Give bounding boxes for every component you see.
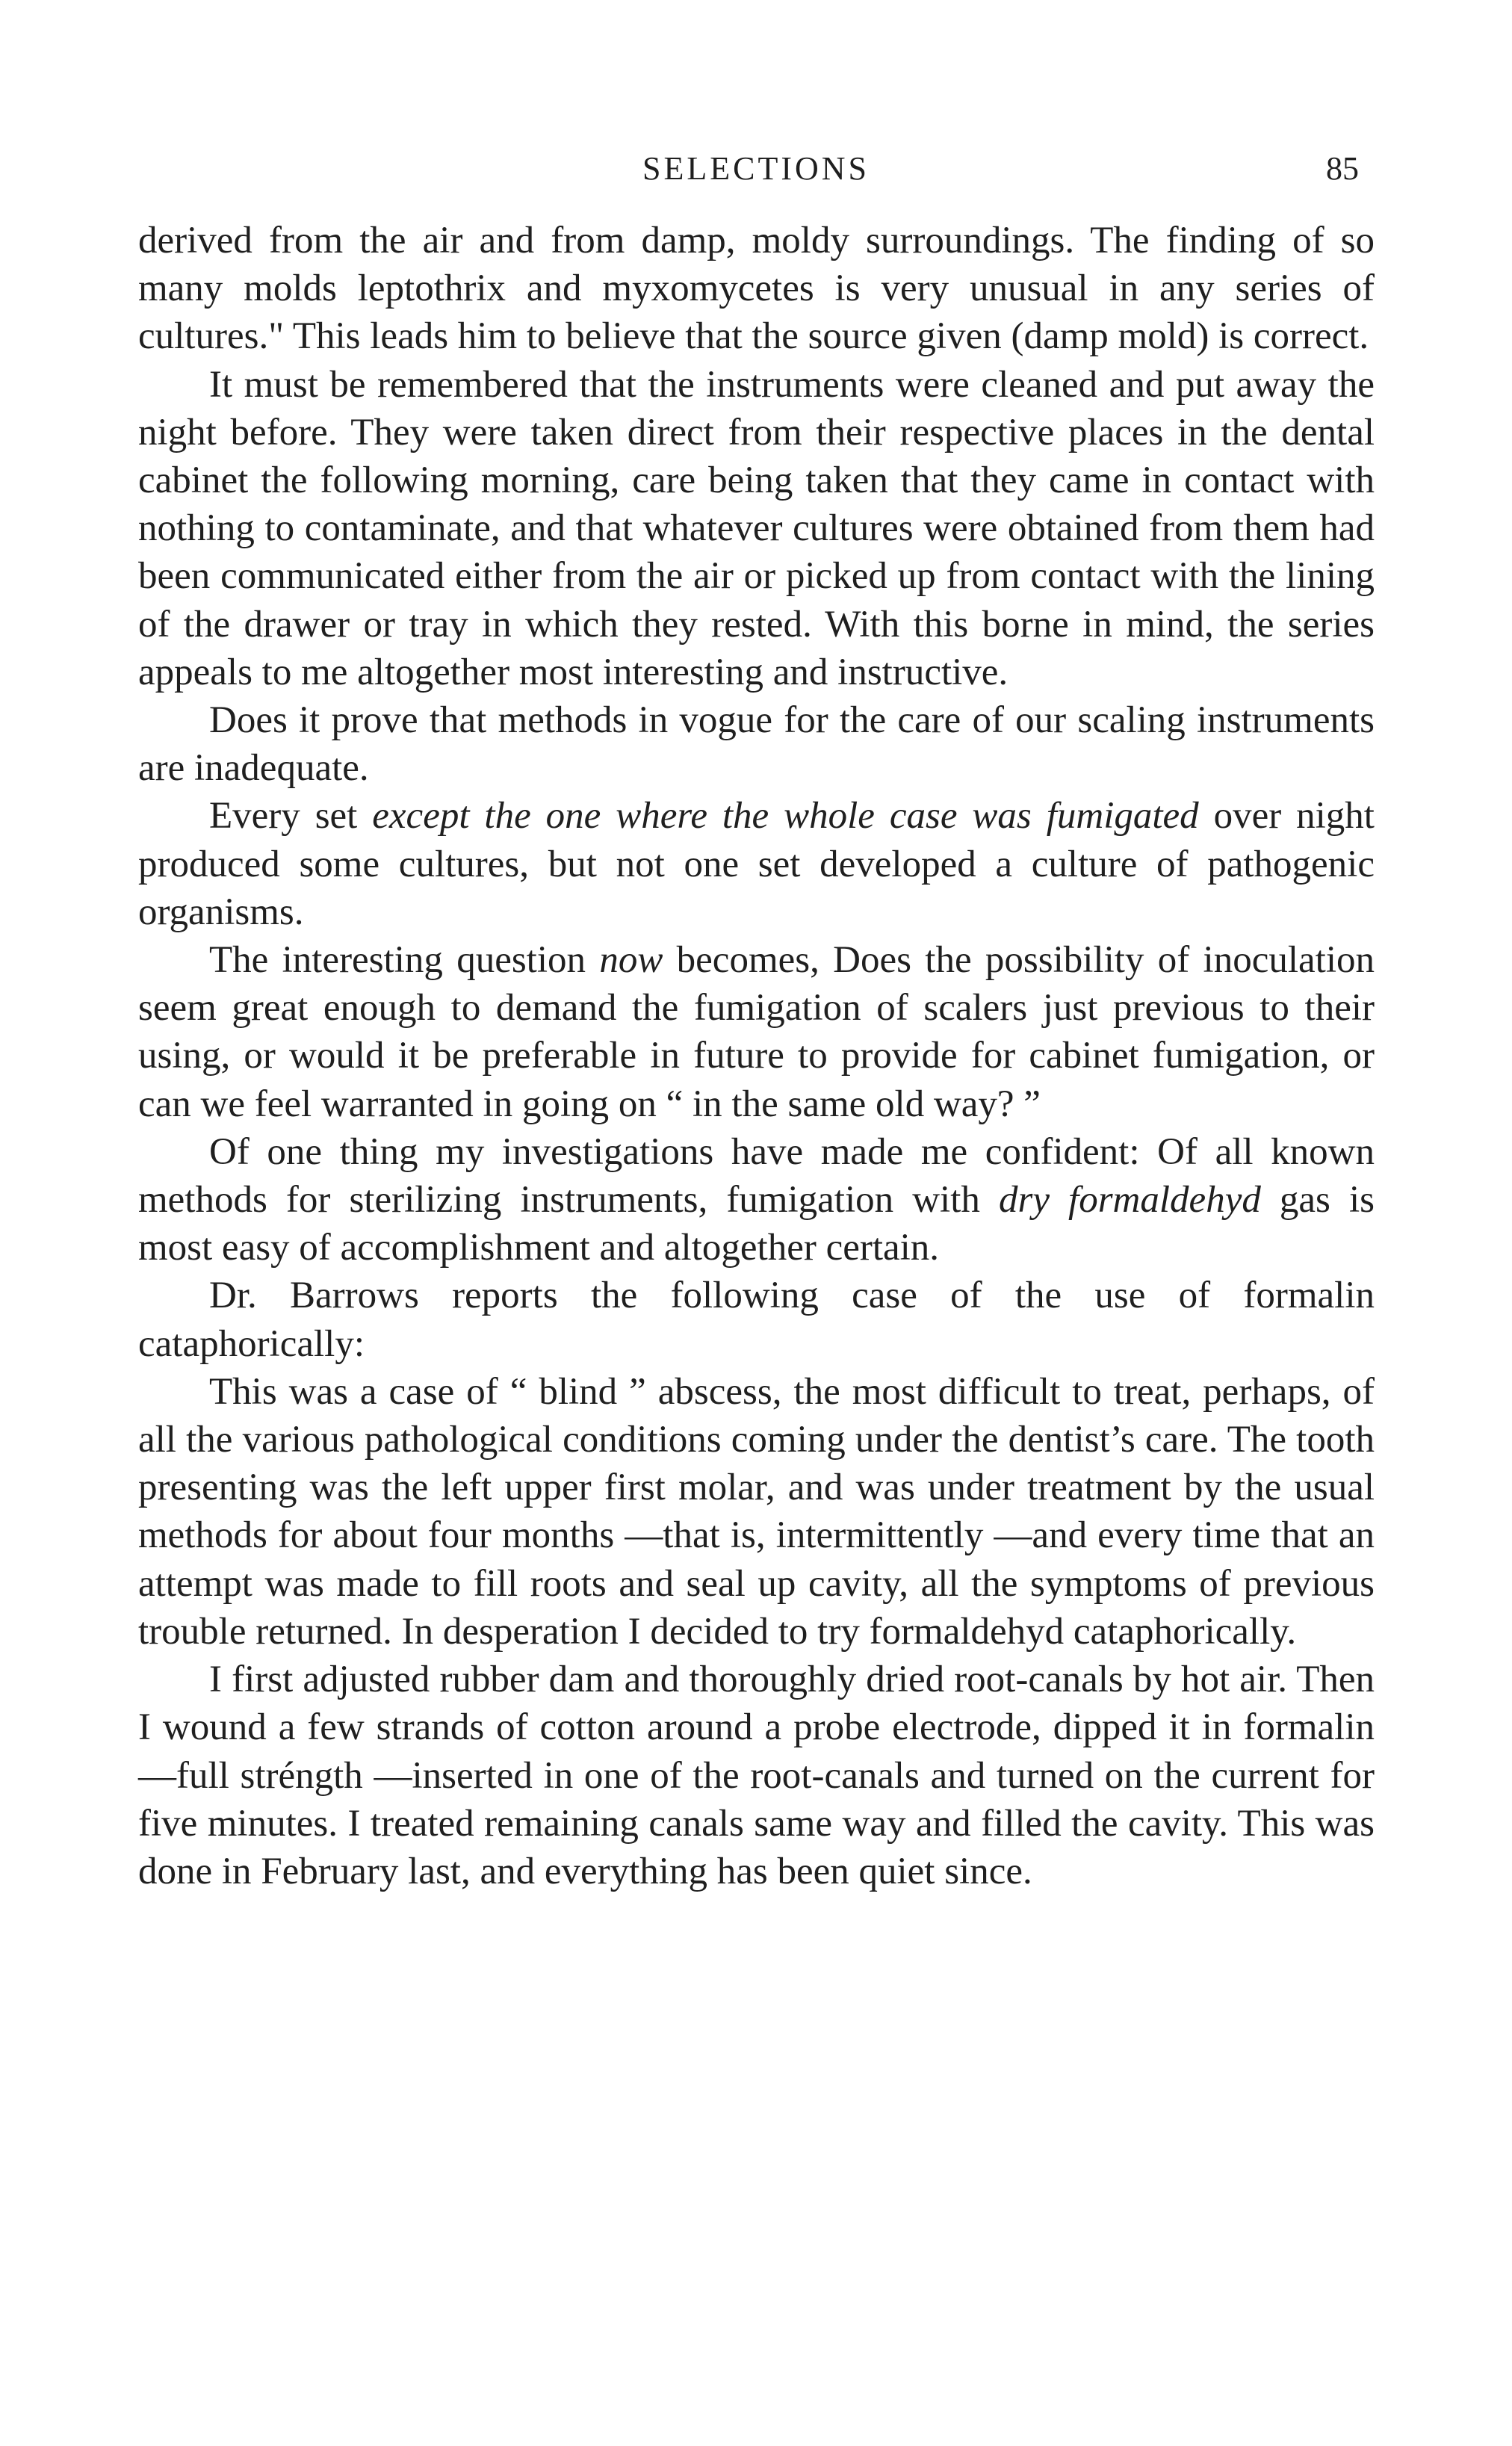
paragraph-text: gas is most easy of accomplishment and altogether certain. [138, 1179, 1375, 1269]
paragraph: Does it prove that methods in vogue for the care of our scaling instruments are inadequate. [138, 699, 1375, 790]
paragraph: This was a case of “ blind ” abscess, the most difficult to treat, perhaps, of all the various pathological conditions coming under the dentist’s care. The tooth presenting was the left upper first molar, and was under treatment by the usual methods for about four months —that is, intermittently —and every time that an attempt was made to fill roots and seal up cavity, all the symptoms of previous trouble returned. In desperation I decided to try formaldehyd cataphorically. [138, 1370, 1375, 1653]
paragraph-continued: derived from the air and from damp, moldy surroundings. The finding of so many molds leptothrix and myxomycetes is very unusual in any series of cultures." This leads him to believe that the source given (damp mold) is correct. [138, 220, 1375, 358]
body-text [138, 217, 1375, 1895]
italic-phrase: except the one where the whole case was fumigated [372, 795, 1199, 837]
paragraph-text: over night produced some cultures, but not one set developed a culture of pathogenic organisms. [138, 795, 1375, 933]
italic-phrase: dry formaldehyd [998, 1179, 1261, 1222]
page-number: 85 [1326, 150, 1359, 187]
paragraph-text: Of one thing my investigations have made me confident: Of all known methods for sterilizing instruments, fumigation with [138, 1130, 1375, 1222]
italic-phrase: now [599, 939, 663, 982]
running-head [0, 149, 1512, 194]
paragraph: Dr. Barrows reports the following case of the use of formalin cataphorically: [138, 1275, 1375, 1365]
paragraph: It must be remembered that the instruments were cleaned and put away the night before. They were taken direct from their respective places in the dental cabinet the following morning, care being taken that they came in contact with nothing to contaminate, and that whatever cultures were obtained from them had been communicated either from the air or picked up from contact with the lining of the drawer or tray in which they rested. With this borne in mind, the series appeals to me altogether most interesting and instructive. [138, 363, 1375, 693]
paragraph-text: Every set [209, 795, 373, 837]
paragraph: I first adjusted rubber dam and thoroughly dried root-canals by hot air. Then I wound a few strands of cotton around a probe electrode, dipped it in formalin —full stréngth —inserted in one of the root-canals and turned on the current for five minutes. I treated remaining canals same way and filled the cavity. This was done in February last, and everything has been quiet since. [138, 1659, 1375, 1892]
paragraph [138, 1128, 1375, 1272]
paragraph-text: becomes, Does the possibility of inoculation seem great enough to demand the fumigation of scalers just previous to their using, or would it be preferable in future to provide for cabinet fumigation, or can we feel warranted in going on “ in the same old way? ” [138, 939, 1375, 1125]
paragraph [138, 936, 1375, 1128]
running-title: SELECTIONS [642, 150, 870, 187]
paragraph [138, 792, 1375, 936]
paragraph-text: The interesting question [209, 939, 600, 982]
